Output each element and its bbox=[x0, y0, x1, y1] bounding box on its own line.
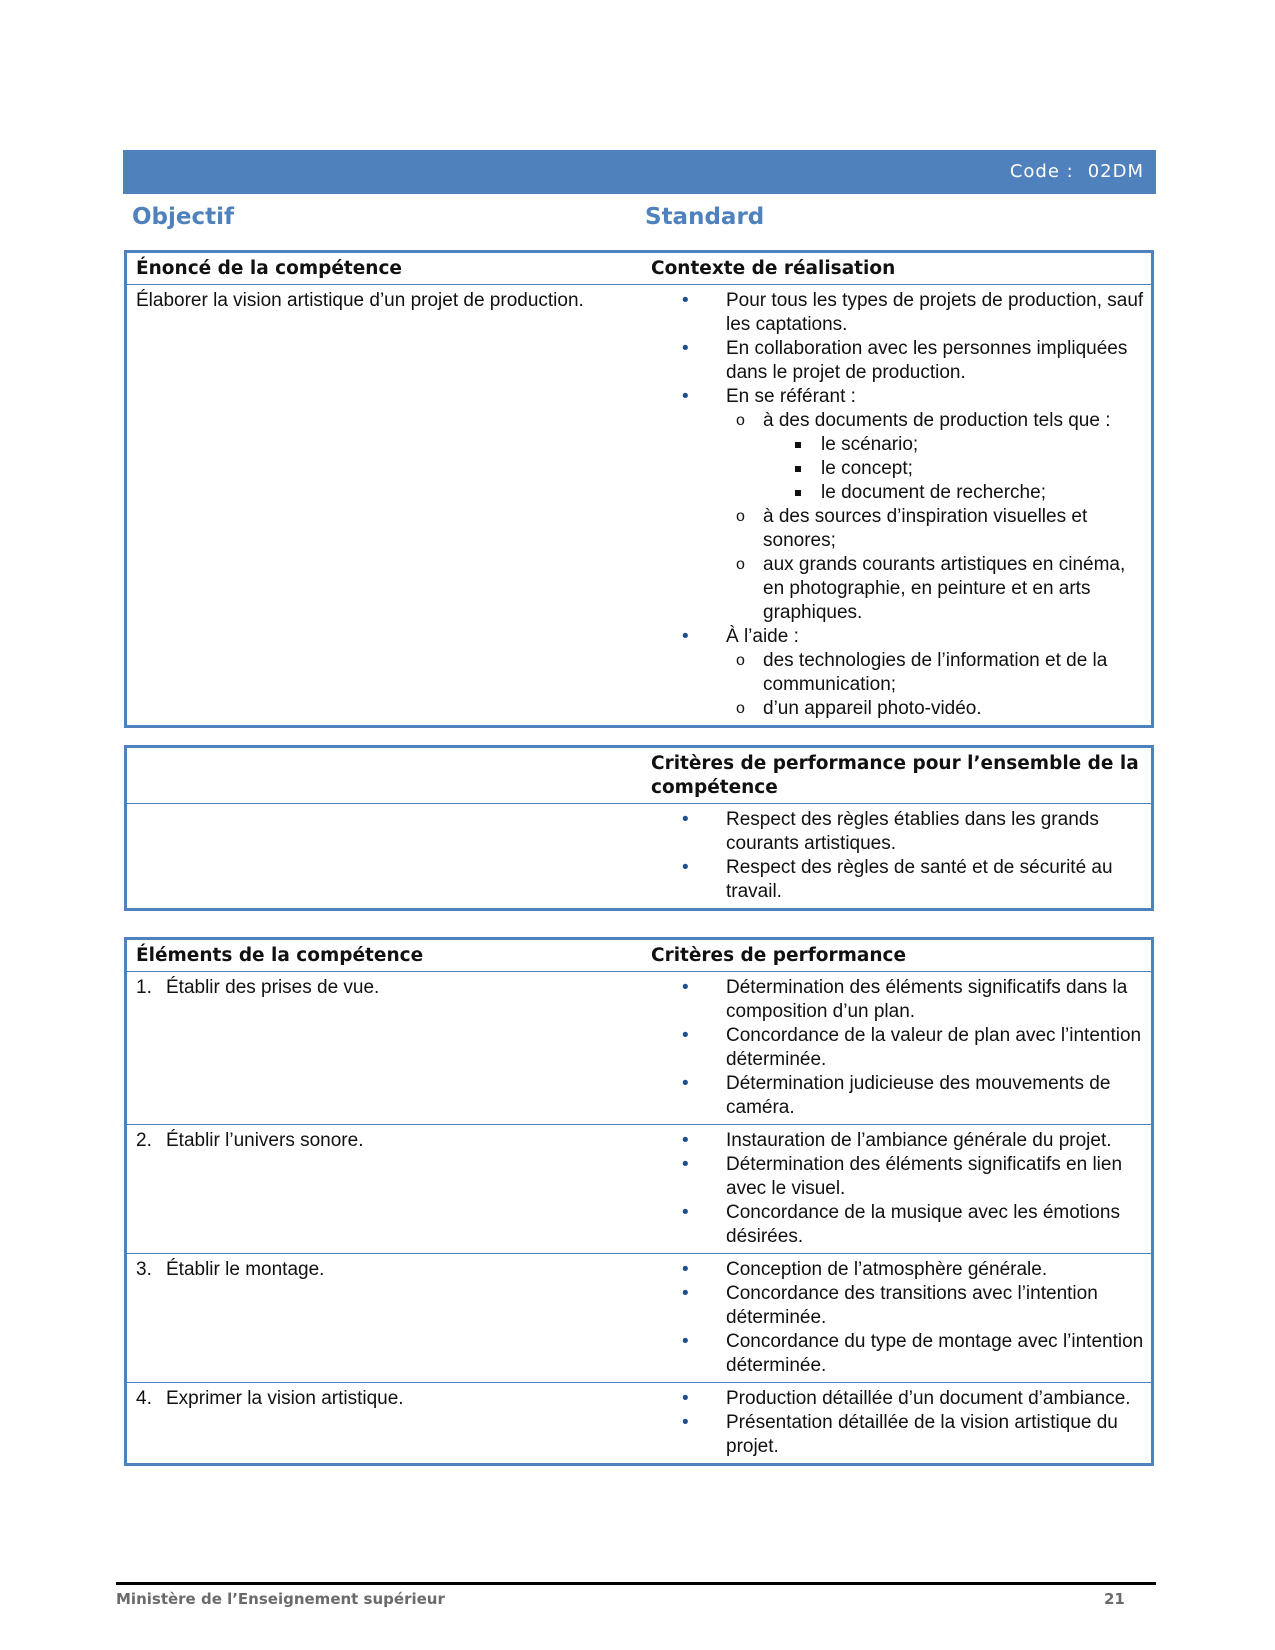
sub-sub-list-item: le scénario; bbox=[763, 433, 1145, 457]
list-item: • Concordance des transitions avec l’intention déterminée. bbox=[651, 1282, 1145, 1330]
standard-heading: Standard bbox=[645, 204, 765, 230]
criteria-header: Critères de performance bbox=[642, 939, 1153, 972]
list-item: • Détermination des éléments significatifs en lien avec le visuel. bbox=[651, 1153, 1145, 1201]
sub-sub-list-item: le document de recherche; bbox=[763, 481, 1145, 505]
element-text: Établir l’univers sonore. bbox=[166, 1130, 364, 1151]
enonce-table bbox=[124, 250, 1154, 728]
list-item: • Concordance du type de montage avec l’intention déterminée. bbox=[651, 1330, 1145, 1378]
empty-header-cell bbox=[126, 747, 643, 804]
objectif-heading: Objectif bbox=[132, 204, 235, 230]
code-label: Code : bbox=[1009, 161, 1074, 182]
global-criteria-list bbox=[651, 808, 1145, 904]
global-criteria-table bbox=[124, 745, 1154, 911]
list-item: • Pour tous les types de projets de production, sauf les captations. bbox=[651, 289, 1145, 337]
list-item: • Respect des règles établies dans les grands courants artistiques. bbox=[651, 808, 1145, 856]
code-value: 02DM bbox=[1087, 161, 1144, 182]
table-row: 4. Exprimer la vision artistique. • Production détaillée d’un document d’ambiance. • Présentation détaillée de la vision artistique du projet. bbox=[126, 1383, 1153, 1465]
elements-header: Éléments de la compétence bbox=[126, 939, 643, 972]
list-item: • Production détaillée d’un document d’ambiance. bbox=[651, 1387, 1145, 1411]
element-text: Exprimer la vision artistique. bbox=[166, 1388, 404, 1409]
table-row: 2. Établir l’univers sonore. • Instauration de l’ambiance générale du projet. • Détermination des éléments significatifs en lien avec le visuel. • Concordance de la musique avec les émotions désirées. bbox=[126, 1125, 1153, 1254]
list-item: • Conception de l’atmosphère générale. bbox=[651, 1258, 1145, 1282]
criteria-list bbox=[651, 976, 1145, 1120]
sub-list bbox=[726, 409, 1145, 625]
list-item: • En se référant : o à des documents de production tels que : le scénario; le concept; le document de recherche; o à des sources d’inspiration visuelles et sonores; o aux grands courants artistiques en cinéma, en photographie, en peinture et en arts graphiques. bbox=[651, 385, 1145, 625]
code-bar bbox=[123, 150, 1156, 194]
list-item: • En collaboration avec les personnes impliquées dans le projet de production. bbox=[651, 337, 1145, 385]
sub-list-item: o d’un appareil photo-vidéo. bbox=[726, 697, 1145, 721]
global-criteria-header: Critères de performance pour l’ensemble de la compétence bbox=[642, 747, 1153, 804]
empty-cell bbox=[126, 804, 643, 910]
competency-code bbox=[1010, 161, 1144, 182]
element-text: Établir le montage. bbox=[166, 1259, 325, 1280]
criteria-list bbox=[651, 1258, 1145, 1378]
sub-sub-list bbox=[763, 433, 1145, 505]
contexte-header: Contexte de réalisation bbox=[642, 252, 1153, 285]
sub-list-item: o des technologies de l’information et de la communication; bbox=[726, 649, 1145, 697]
element-text: Établir des prises de vue. bbox=[166, 977, 380, 998]
contexte-list bbox=[651, 289, 1145, 721]
page-number: 21 bbox=[1104, 1590, 1125, 1608]
contexte-list-cell bbox=[642, 285, 1153, 727]
table-row: 3. Établir le montage. • Conception de l’atmosphère générale. • Concordance des transitions avec l’intention déterminée. • Concordance du type de montage avec l’intention déterminée. bbox=[126, 1254, 1153, 1383]
list-item: • Détermination des éléments significatifs dans la composition d’un plan. bbox=[651, 976, 1145, 1024]
sub-list-item: o à des sources d’inspiration visuelles et sonores; bbox=[726, 505, 1145, 553]
sub-list-item: o à des documents de production tels que : le scénario; le concept; le document de recherche; bbox=[726, 409, 1145, 505]
list-item: • Instauration de l’ambiance générale du projet. bbox=[651, 1129, 1145, 1153]
table-row: 1. Établir des prises de vue. • Détermination des éléments significatifs dans la composition d’un plan. • Concordance de la valeur de plan avec l’intention déterminée. • Détermination judicieuse des mouvements de caméra. bbox=[126, 972, 1153, 1125]
footer-divider bbox=[116, 1582, 1156, 1585]
list-item: • Détermination judicieuse des mouvements de caméra. bbox=[651, 1072, 1145, 1120]
list-item: • Présentation détaillée de la vision artistique du projet. bbox=[651, 1411, 1145, 1459]
sub-sub-list-item: le concept; bbox=[763, 457, 1145, 481]
elements-table bbox=[124, 937, 1154, 1466]
criteria-list bbox=[651, 1129, 1145, 1249]
sub-list-item: o aux grands courants artistiques en cinéma, en photographie, en peinture et en arts graphiques. bbox=[726, 553, 1145, 625]
enonce-header: Énoncé de la compétence bbox=[126, 252, 643, 285]
list-item: • Concordance de la musique avec les émotions désirées. bbox=[651, 1201, 1145, 1249]
list-item: • Concordance de la valeur de plan avec l’intention déterminée. bbox=[651, 1024, 1145, 1072]
sub-list bbox=[726, 649, 1145, 721]
footer-ministry: Ministère de l’Enseignement supérieur bbox=[116, 1590, 445, 1608]
list-item: • Respect des règles de santé et de sécurité au travail. bbox=[651, 856, 1145, 904]
enonce-text: Élaborer la vision artistique d’un projet de production. bbox=[136, 290, 584, 311]
list-item: • À l’aide : o des technologies de l’information et de la communication; o d’un appareil photo-vidéo. bbox=[651, 625, 1145, 721]
criteria-list bbox=[651, 1387, 1145, 1459]
